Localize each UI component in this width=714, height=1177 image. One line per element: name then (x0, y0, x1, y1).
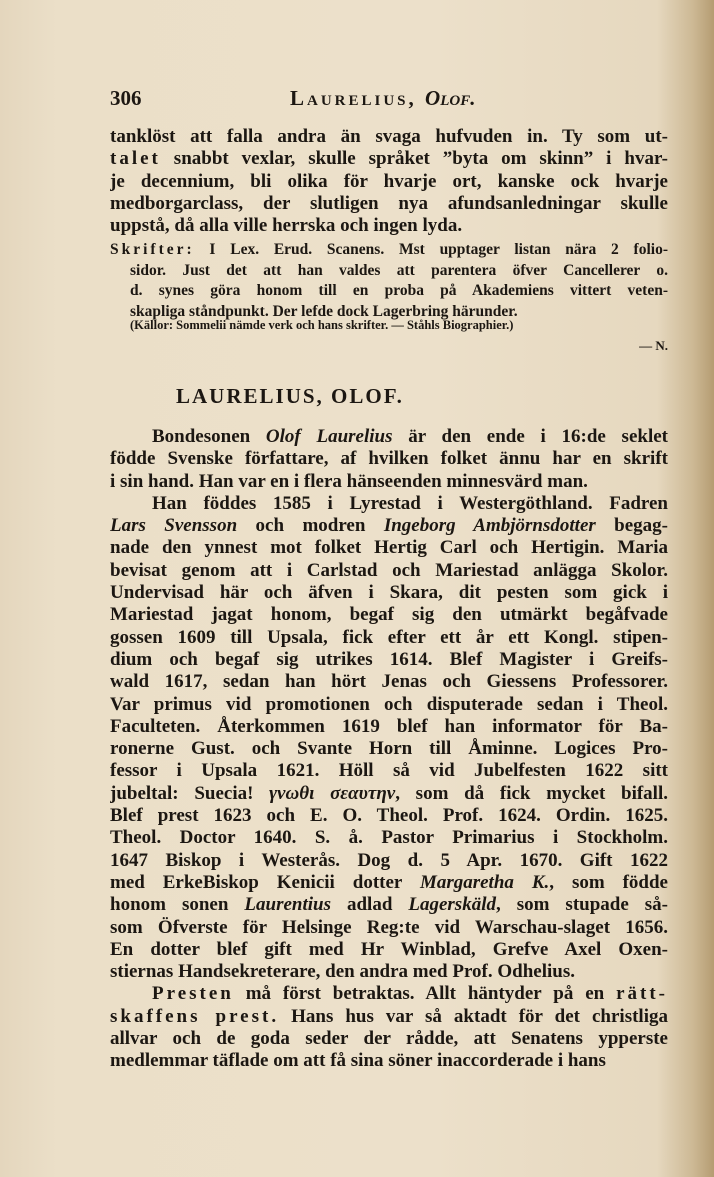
text-line (110, 850, 668, 872)
text-line (110, 983, 668, 1005)
spaced-text: Skrifter: (110, 241, 195, 258)
text-run: Han föddes 1585 i Lyrestad i Westergöthland. Fadren (152, 492, 668, 514)
text-line (110, 240, 668, 261)
text-run: d. synes göra honom till en proba på Akademiens vittert veten- (130, 282, 668, 299)
text-line (110, 694, 668, 716)
text-run: fessor i Upsala 1621. Höll så vid Jubelfesten 1622 sitt (110, 760, 668, 782)
text-line (110, 1006, 668, 1028)
text-run: 1647 Biskop i Westerås. Dog d. 5 Apr. 1670. Gift 1622 (110, 849, 668, 871)
text-run: stiernas Handsekreterare, den andra med Prof. Odhelius. (110, 961, 575, 983)
text-run: i sin hand. Han var en i flera hänseenden minnesvärd man. (110, 470, 588, 492)
text-run: ronerne Gust. och Svante Horn till Åminne. Logices Pro- (110, 738, 668, 760)
text-run: tanklöst att falla andra än svaga hufvuden in. Ty som ut- (110, 126, 668, 147)
text-line (110, 215, 668, 237)
running-title (290, 86, 475, 111)
text-run: som Öfverste för Helsinge Reg:te vid Warschau-slaget 1656. (110, 916, 668, 938)
italic-text: Laurentius (244, 894, 331, 916)
text-run: sidor. Just det att han valdes att parentera öfver Cancellerer o. (130, 261, 668, 279)
text-line (110, 827, 668, 849)
writings-note (110, 240, 668, 322)
text-run: wald 1617, sedan han hört Jenas och Giessens Professorer. (110, 671, 668, 693)
text-line (110, 281, 668, 302)
text-line (110, 671, 668, 693)
text-run: I Lex. Erud. Scanens. Mst upptager listan nära 2 folio- (194, 241, 668, 258)
article-heading: LAURELIUS, OLOF. (176, 384, 404, 408)
text-line (110, 1028, 668, 1050)
running-title-forename: Olof. (425, 86, 476, 110)
text-line (110, 783, 668, 805)
text-line (110, 582, 668, 604)
text-line (110, 537, 668, 559)
text-run: nade den ynnest mot folket Hertig Carl och Hertigin. Maria (110, 537, 668, 559)
article-body (110, 426, 668, 1073)
text-line (110, 515, 668, 537)
text-run: Var primus vid promotionen och disputerade sedan i Theol. (110, 693, 668, 715)
text-line (110, 448, 668, 470)
sources-note: (Källor: Sommelii nämde verk och hans skrifter. — Ståhls Biographier.) (130, 318, 514, 332)
text-line (110, 738, 668, 760)
text-run: är den ende i 16:de seklet (392, 426, 668, 447)
text-run: och modren (237, 515, 384, 537)
text-run: , som födde (549, 871, 668, 893)
text-run: Bondesonen (152, 426, 266, 447)
text-line (110, 148, 668, 170)
text-run: Theol. Doctor 1640. S. å. Pastor Primarius i Stockholm. (110, 827, 668, 849)
running-title-name: Laurelius, (290, 86, 417, 110)
text-line (110, 1050, 668, 1072)
text-line (110, 760, 668, 782)
spaced-text: skaffens prest. (110, 1005, 280, 1027)
text-line (110, 261, 668, 282)
text-run: je decennium, bli olika för hvarje ort, kanske ock hvarje (110, 170, 668, 192)
text-run: uppstå, då alla ville herrska och ingen lyda. (110, 215, 463, 237)
text-line (110, 716, 668, 738)
text-run: begag- (595, 515, 668, 537)
text-run: , som stupade så- (495, 894, 668, 916)
text-run: snabbt vexlar, skulle språket ”byta om skinn” i hvar- (160, 148, 668, 170)
italic-text: Lars Svensson (110, 515, 238, 537)
text-line (110, 961, 668, 983)
text-run: Undervisad här och äfven i Skara, dit pesten som gick i (110, 582, 668, 604)
text-run: En dotter blef gift med Hr Winblad, Grefve Axel Oxen- (110, 938, 668, 960)
text-run: honom sonen (110, 894, 245, 916)
text-run: dium och begaf sig utrikes 1614. Blef Magister i Greifs- (110, 648, 668, 670)
text-line (110, 872, 668, 894)
text-line (110, 627, 668, 649)
text-run: Faculteten. Återkommen 1619 blef han informator för Ba- (110, 715, 668, 737)
page-number: 306 (110, 86, 142, 110)
spaced-text: Presten (152, 983, 234, 1005)
signature: — N. (639, 338, 668, 353)
text-line (110, 471, 668, 493)
text-run: skapliga ståndpunkt. Der lefde dock Lagerbring härunder. (130, 302, 518, 320)
text-line (110, 917, 668, 939)
text-run: med ErkeBiskop Kenicii dotter (110, 871, 420, 893)
text-run: , som då fick mycket bifall. (395, 782, 668, 804)
italic-text: Ingeborg Ambjörnsdotter (383, 515, 596, 537)
text-run: jubeltal: Suecia! (110, 782, 270, 804)
running-header (110, 86, 668, 112)
text-line (110, 171, 668, 193)
text-line (110, 805, 668, 827)
text-run: Blef prest 1623 och E. O. Theol. Prof. 1624. Ordin. 1625. (110, 805, 668, 827)
text-run: adlad (330, 894, 409, 916)
text-run: må först betraktas. Allt häntyder på en (233, 983, 617, 1005)
text-run: Mariestad jagat honom, begaf sig den utmärkt begåfvade (110, 604, 668, 626)
text-run: bevisat genom att i Carlstad och Mariestad anlägga Skolor. (110, 559, 668, 581)
text-line (110, 560, 668, 582)
text-run: medlemmar täflade om att få sina söner inaccorderade i hans (110, 1050, 606, 1072)
italic-text: Olof Laurelius (265, 426, 393, 447)
continuation-paragraph (110, 126, 668, 237)
italic-text: Margaretha K. (419, 871, 550, 893)
text-line (110, 493, 668, 515)
text-run: medborgarclass, der slutligen nya afundsanledningar skulle (110, 192, 668, 214)
text-line (110, 604, 668, 626)
text-line (110, 649, 668, 671)
text-line (110, 426, 668, 448)
italic-text: Lagerskäld (408, 894, 496, 916)
spaced-text: rätt- (616, 983, 668, 1005)
text-line (110, 193, 668, 215)
text-line (110, 894, 668, 916)
spaced-text: talet (110, 148, 161, 170)
italic-text: γνωθι σεαυτην (269, 782, 396, 804)
text-run: allvar och de goda seder der rådde, att Senatens ypperste (110, 1028, 668, 1050)
text-run: födde Svenske författare, af hvilken folket ännu har en skrift (110, 448, 668, 470)
text-line (110, 126, 668, 148)
text-run: Hans hus var så aktadt för det christliga (279, 1005, 668, 1027)
text-run: gossen 1609 till Upsala, fick efter ett år ett Kongl. stipen- (110, 626, 668, 648)
text-line (110, 939, 668, 961)
